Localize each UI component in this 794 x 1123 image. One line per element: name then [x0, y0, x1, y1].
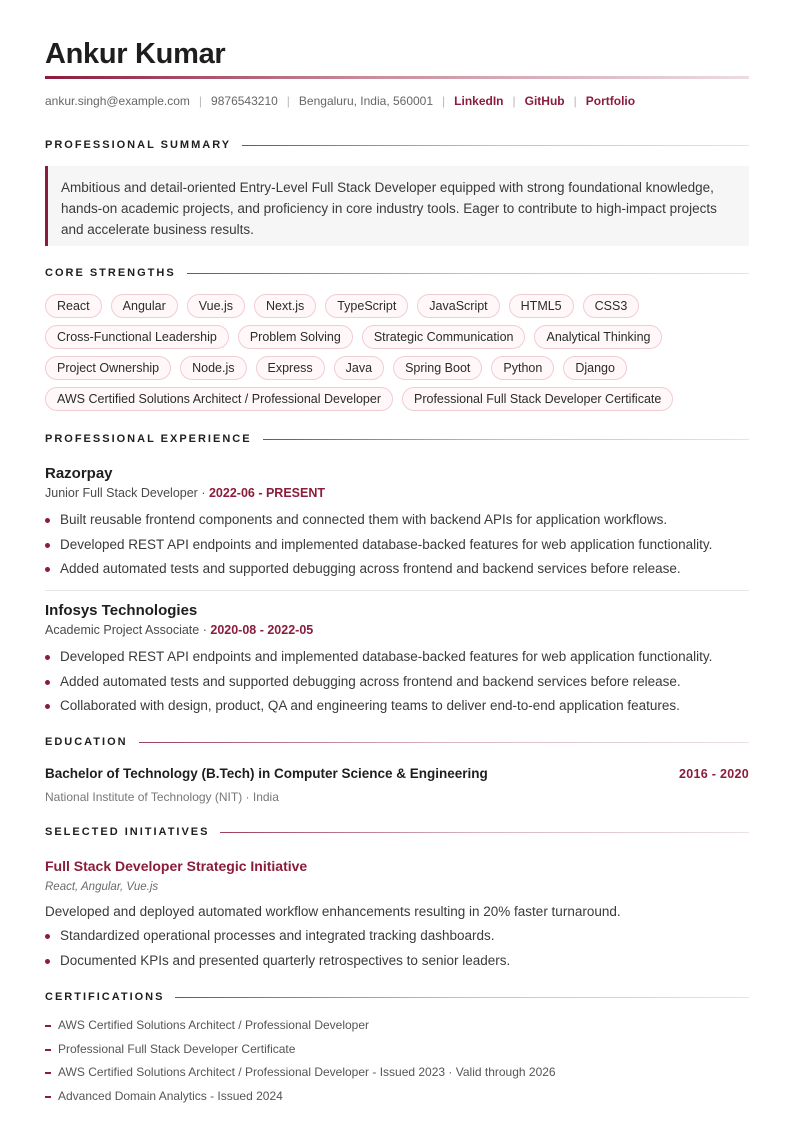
- skill-chip: Project Ownership: [45, 356, 171, 380]
- section-rule: [187, 273, 749, 274]
- job-dates: 2022-06 - PRESENT: [208, 486, 326, 500]
- separator: |: [286, 94, 290, 108]
- section-header-education: [45, 736, 749, 748]
- skill-chip: CSS3: [583, 294, 640, 318]
- job-bullets: [45, 508, 749, 582]
- list-item: Collaborated with design, product, QA and engineering teams to deliver end-to-end application features.: [45, 694, 749, 719]
- chip-row: [45, 325, 749, 349]
- separator: |: [198, 94, 203, 108]
- degree: Bachelor of Technology (B.Tech) in Computer Science & Engineering: [45, 766, 488, 781]
- skill-chip: Angular: [111, 294, 178, 318]
- candidate-name: Ankur Kumar: [45, 38, 226, 70]
- skill-chip: Spring Boot: [393, 356, 482, 380]
- separator: |: [442, 94, 446, 108]
- email[interactable]: ankur.singh@example.com: [45, 94, 190, 108]
- skill-chip: Django: [563, 356, 627, 380]
- job-role-line: [45, 486, 325, 500]
- skill-chip: Node.js: [180, 356, 246, 380]
- section-header-strengths: [45, 267, 749, 279]
- certification-item: AWS Certified Solutions Architect / Professional Developer - Issued 2023 · Valid through 2026: [45, 1062, 556, 1086]
- chip-row: [45, 294, 749, 318]
- job-role: Junior Full Stack Developer: [45, 486, 198, 500]
- job-dates: 2020-08 - 2022-05: [210, 623, 314, 637]
- list-item: Documented KPIs and presented quarterly retrospectives to senior leaders.: [45, 949, 749, 974]
- initiative-description: Developed and deployed automated workflow enhancements resulting in 20% faster turnaround.: [45, 904, 621, 919]
- skill-chip: JavaScript: [417, 294, 499, 318]
- section-title: PROFESSIONAL EXPERIENCE: [45, 433, 252, 445]
- skill-chip: Professional Full Stack Developer Certificate: [402, 387, 673, 411]
- section-rule: [175, 997, 749, 998]
- section-header-experience: [45, 433, 749, 445]
- section-rule: [263, 439, 749, 440]
- separator: |: [512, 94, 516, 108]
- separator: ·: [201, 486, 209, 500]
- certification-item: AWS Certified Solutions Architect / Professional Developer: [45, 1015, 556, 1039]
- summary-text: Ambitious and detail-oriented Entry-Level Full Stack Developer equipped with strong foundational knowledge, hands-on academic projects, and proficiency in core industry tools. Eager to contribute to high-impact projects and accelerate business results.: [45, 166, 749, 246]
- skill-chip: Express: [256, 356, 325, 380]
- education-dates: 2016 - 2020: [678, 767, 749, 781]
- separator: |: [573, 94, 577, 108]
- job-role: Academic Project Associate: [45, 623, 200, 637]
- list-item: Added automated tests and supported debugging across frontend and backend services before release.: [45, 557, 749, 582]
- skill-chip: Next.js: [254, 294, 316, 318]
- section-header-certifications: [45, 991, 749, 1003]
- section-header-initiatives: [45, 826, 749, 838]
- strengths-list: [45, 294, 749, 418]
- phone[interactable]: 9876543210: [211, 94, 278, 108]
- company-name: Infosys Technologies: [45, 602, 198, 619]
- chip-row: [45, 387, 749, 411]
- skill-chip: TypeScript: [325, 294, 408, 318]
- separator: ·: [202, 623, 211, 637]
- list-item: Developed REST API endpoints and implemented database-backed features for web application functionality.: [45, 533, 749, 558]
- certification-item: Professional Full Stack Developer Certificate: [45, 1039, 556, 1063]
- list-item: Built reusable frontend components and connected them with backend APIs for application workflows.: [45, 508, 749, 533]
- section-header-summary: [45, 139, 749, 151]
- skill-chip: Strategic Communication: [362, 325, 526, 349]
- list-item: Standardized operational processes and integrated tracking dashboards.: [45, 924, 749, 949]
- section-title: PROFESSIONAL SUMMARY: [45, 139, 232, 151]
- section-title: EDUCATION: [45, 736, 128, 748]
- skill-chip: Cross-Functional Leadership: [45, 325, 229, 349]
- skill-chip: Problem Solving: [238, 325, 353, 349]
- initiative-title: Full Stack Developer Strategic Initiative: [45, 858, 308, 874]
- portfolio-link[interactable]: Portfolio: [585, 94, 636, 108]
- location: Bengaluru, India, 560001: [298, 94, 434, 108]
- initiative-tech: React, Angular, Vue.js: [45, 881, 159, 893]
- github-link[interactable]: GitHub: [524, 94, 565, 108]
- section-title: CERTIFICATIONS: [45, 991, 165, 1003]
- certification-item: Advanced Domain Analytics - Issued 2024: [45, 1086, 556, 1110]
- name-underline: [45, 76, 749, 79]
- initiative-bullets: [45, 924, 749, 973]
- skill-chip: Vue.js: [187, 294, 245, 318]
- section-rule: [220, 832, 749, 833]
- skill-chip: AWS Certified Solutions Architect / Professional Developer: [45, 387, 393, 411]
- section-title: SELECTED INITIATIVES: [45, 826, 210, 838]
- skill-chip: Python: [491, 356, 554, 380]
- skill-chip: Analytical Thinking: [534, 325, 662, 349]
- job-divider: [45, 590, 749, 591]
- section-rule: [242, 145, 749, 146]
- job-bullets: [45, 645, 749, 719]
- contact-line: [45, 94, 635, 108]
- company-name: Razorpay: [45, 465, 113, 482]
- school: National Institute of Technology (NIT) · India: [45, 790, 279, 804]
- chip-row: [45, 356, 749, 380]
- section-title: CORE STRENGTHS: [45, 267, 176, 279]
- skill-chip: Java: [334, 356, 384, 380]
- certifications-list: [45, 1015, 556, 1109]
- section-rule: [139, 742, 749, 743]
- skill-chip: HTML5: [509, 294, 574, 318]
- linkedin-link[interactable]: LinkedIn: [454, 94, 504, 108]
- list-item: Developed REST API endpoints and implemented database-backed features for web application functionality.: [45, 645, 749, 670]
- list-item: Added automated tests and supported debugging across frontend and backend services before release.: [45, 670, 749, 695]
- job-role-line: [45, 623, 313, 637]
- skill-chip: React: [45, 294, 102, 318]
